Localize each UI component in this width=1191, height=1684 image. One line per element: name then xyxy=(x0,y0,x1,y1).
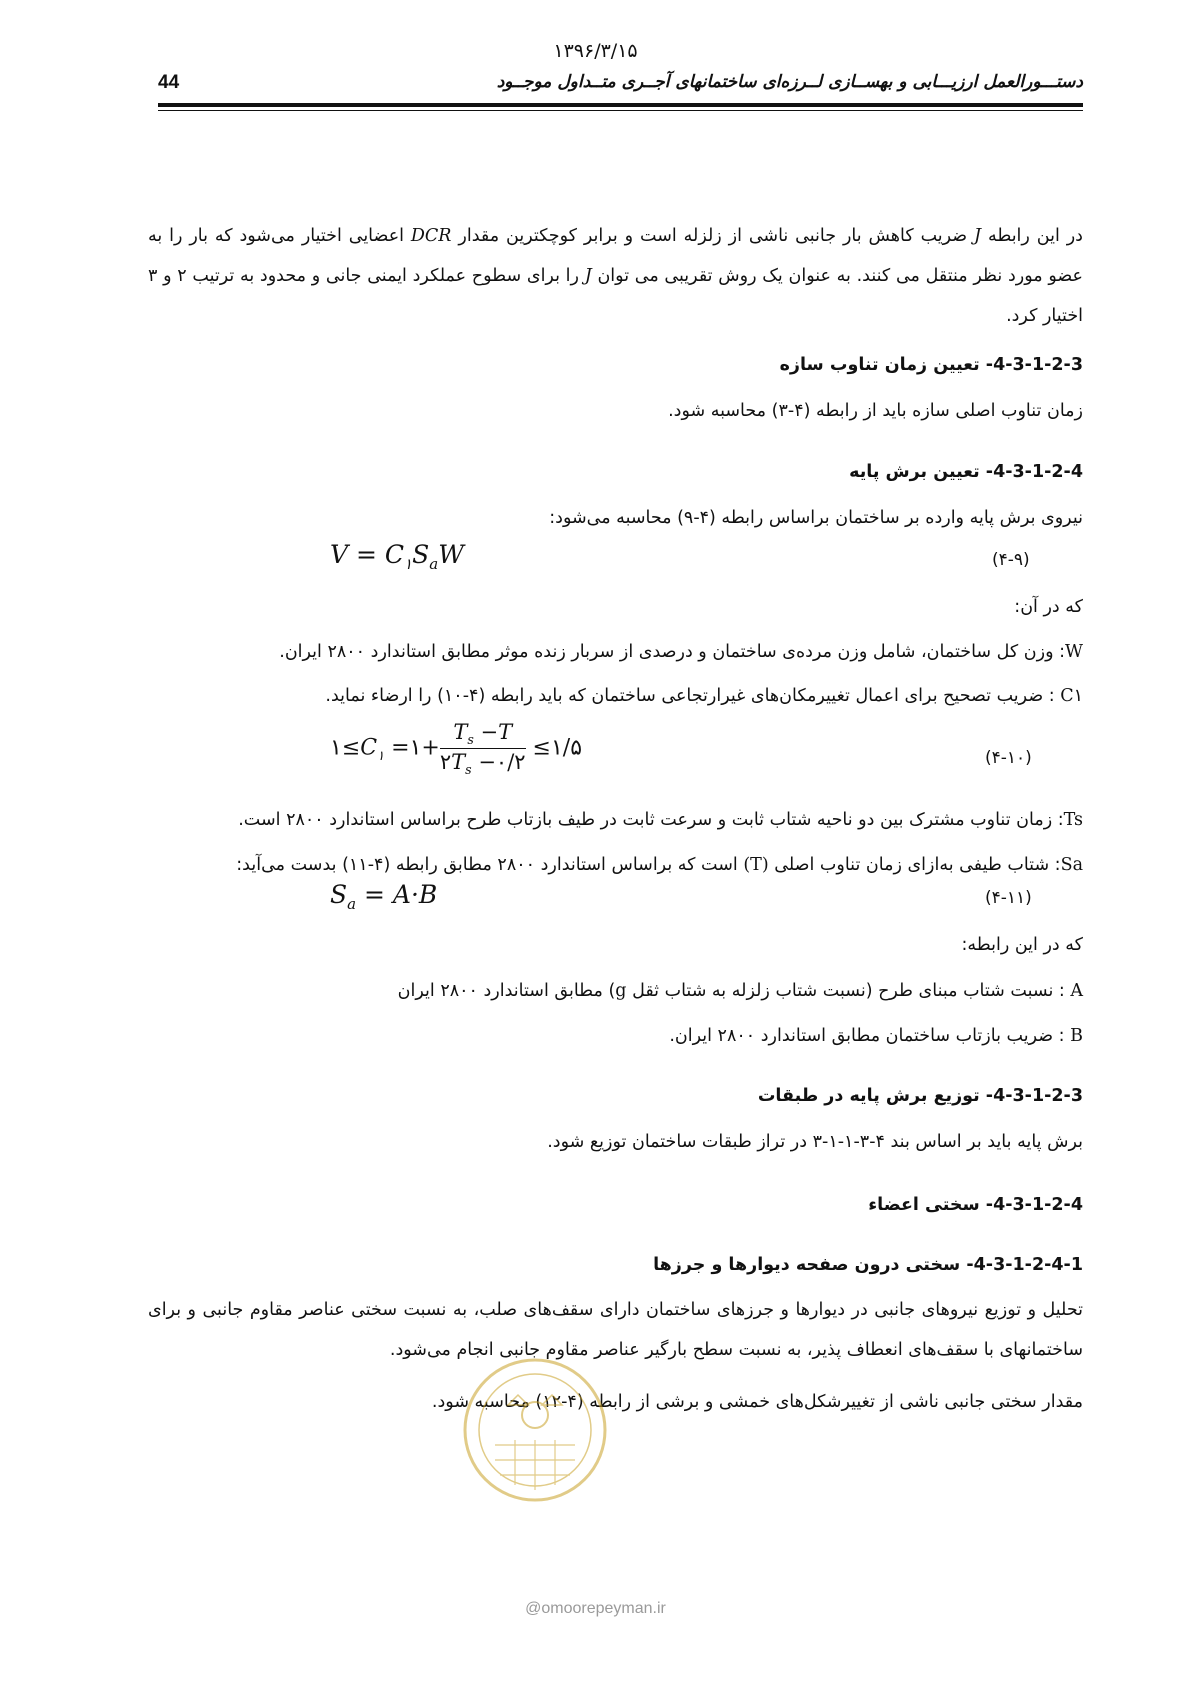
sa-definition-a: : شتاب طیفی به‌ازای زمان تناوب اصلی xyxy=(774,855,1061,875)
heading-stiffness: 4-3-1-2-4- سختی اعضاء xyxy=(868,1195,1083,1215)
equation-9-number: (۴-۹) xyxy=(992,550,1030,570)
watermark-text: omoorepeyman.ir xyxy=(541,1600,666,1617)
b-definition xyxy=(669,1016,1083,1056)
watermark-url xyxy=(0,1600,1191,1618)
page-number: 44 xyxy=(158,72,180,93)
ts-definition-text: : زمان تناوب مشترک بین دو ناحیه شتاب ثابت و سرعت ثابت در طیف بازتاب طرح براساس استاندارد ۲۸۰۰ است. xyxy=(238,810,1064,830)
heading-base-shear: 4-3-1-2-4- تعیین برش پایه xyxy=(849,462,1083,482)
a-definition-b: ) مطابق استاندارد ۲۸۰۰ ایران xyxy=(397,981,616,1001)
b-definition-text: : ضریب بازتاب ساختمان مطابق استاندارد ۲۸۰۰ ایران. xyxy=(669,1026,1071,1046)
sa-definition-b: است که براساس استاندارد ۲۸۰۰ مطابق رابطه (۴-۱۱) بدست می‌آید: xyxy=(236,855,738,875)
symbol-b: B xyxy=(1070,1026,1083,1046)
watermark-seal-icon xyxy=(460,1345,610,1515)
equation-10-number: (۴-۱۰) xyxy=(985,748,1032,768)
w-definition-text: : وزن کل ساختمان، شامل وزن مرده‌ی ساختمان و درصدی از سربار زنده موثر مطابق استاندارد ۲۸۰۰ ایران. xyxy=(279,642,1065,662)
header-date: ۱۳۹۶/۳/۱۵ xyxy=(553,40,638,62)
ts-definition xyxy=(238,800,1083,840)
a-definition-a: : نسبت شتاب مبنای طرح (نسبت شتاب زلزله به شتاب ثقل xyxy=(632,981,1071,1001)
symbol-c1: C۱ xyxy=(1060,686,1083,706)
distribution-text: برش پایه باید بر اساس بند ۴-۳-۱-۱-۳ در تراز طبقات ساختمان توزیع شود. xyxy=(547,1132,1083,1152)
symbol-dcr: DCR xyxy=(410,226,452,246)
inplane-text-2: مقدار سختی جانبی ناشی از تغییرشکل‌های خمشی و برشی از رابطه (۴-۱۲) محاسبه شود. xyxy=(431,1392,1083,1412)
a-definition xyxy=(398,971,1083,1011)
para1-part-a: در این رابطه xyxy=(987,226,1083,246)
heading-distribution: 4-3-1-2-3- توزیع برش پایه در طبقات xyxy=(757,1086,1083,1106)
watermark-at-icon: @ xyxy=(525,1600,542,1617)
para1-part-c: اعضایی اختیار می‌شود که بار را به عضو مورد نظر منتقل می کنند. به عنوان یک روش تقریبی می توان xyxy=(148,226,1083,286)
inplane-text-1: تحلیل و توزیع نیروهای جانبی در دیوارها و جرزهای ساختمان دارای سقف‌های صلب، به نسبت سختی عناصر مقاوم جانبی و برای ساختمانهای با سقف‌های انعطاف پذیر، به نسبت سطح بارگیر عناصر مقاوم جانبی انجام می‌شود. xyxy=(148,1300,1083,1360)
where-label: که در آن: xyxy=(1014,597,1083,617)
symbol-t: (T) xyxy=(743,855,769,875)
symbol-g: g xyxy=(615,981,627,1001)
period-text: زمان تناوب اصلی سازه باید از رابطه (۴-۳) محاسبه شود. xyxy=(668,401,1083,421)
symbol-j: J xyxy=(974,226,982,246)
sa-definition xyxy=(236,845,1083,885)
where-label-2: که در این رابطه: xyxy=(961,935,1083,955)
symbol-ts: Ts xyxy=(1063,810,1083,830)
equation-9: $V = C_۱S_aW$ xyxy=(330,540,464,573)
c1-definition-text: : ضریب تصحیح برای اعمال تغییرمکان‌های غیرارتجاعی ساختمان که باید رابطه (۴-۱۰) را ارضاء نماید. xyxy=(325,686,1061,706)
symbol-a: A xyxy=(1070,981,1083,1001)
equation-11: $S_a = A\cdot B$ xyxy=(330,880,438,913)
symbol-j-2: J xyxy=(584,266,592,286)
equation-11-number: (۴-۱۱) xyxy=(985,888,1032,908)
heading-period: 4-3-1-2-3- تعیین زمان تناوب سازه xyxy=(779,355,1083,375)
document-title: دستـــورالعمل ارزیـــابی و بهســازی لــرزه‌ای ساختمانهای آجــری متــداول موجــود xyxy=(496,72,1083,92)
symbol-sa: Sa xyxy=(1060,855,1083,875)
intro-paragraph xyxy=(148,216,1083,336)
equation-10: $۱\le C_۱$ =۱+ $\frac{T_s -T}{۲T_s -۰/۲}$ ≤۱/۵ xyxy=(330,720,583,778)
w-definition xyxy=(279,632,1083,672)
heading-inplane-stiffness: 4-3-1-2-4-1- سختی درون صفحه دیوارها و جرزها xyxy=(653,1255,1083,1275)
header-rule-thin xyxy=(158,110,1083,111)
c1-definition xyxy=(325,676,1083,716)
header-rule-thick xyxy=(158,103,1083,107)
symbol-w: W xyxy=(1065,642,1083,662)
page-header xyxy=(158,72,1083,100)
para1-part-d: را برای سطوح عملکرد ایمنی جانی و محدود به ترتیب ۲ و ۳ اختیار کرد. xyxy=(148,266,1083,326)
para1-part-b: ضریب کاهش بار جانبی ناشی از زلزله است و برابر کوچکترین مقدار xyxy=(458,226,968,246)
base-shear-intro: نیروی برش پایه وارده بر ساختمان براساس رابطه (۴-۹) محاسبه می‌شود: xyxy=(549,508,1083,528)
